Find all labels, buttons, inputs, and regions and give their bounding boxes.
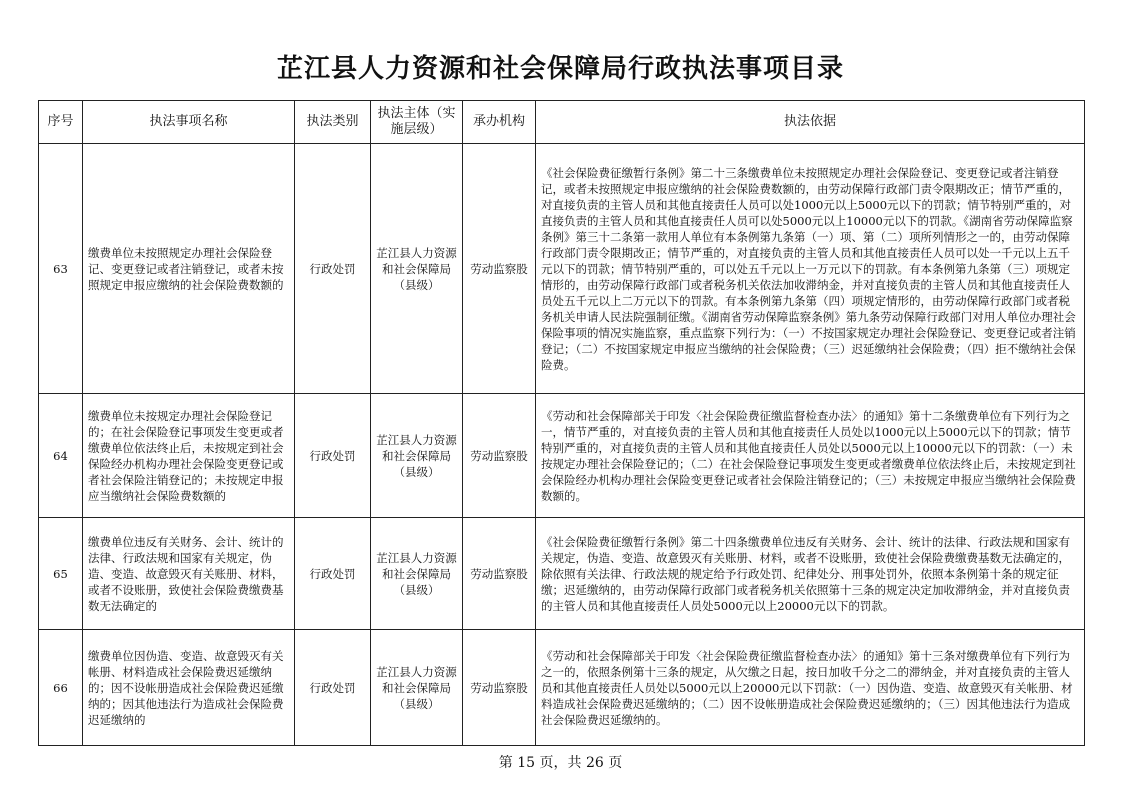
header-category: 执法类别 [295, 101, 371, 144]
row-no: 63 [39, 144, 83, 394]
row-category: 行政处罚 [295, 144, 371, 394]
row-category: 行政处罚 [295, 630, 371, 746]
row-no: 64 [39, 394, 83, 518]
header-subject: 执法主体（实施层级） [371, 101, 463, 144]
header-name: 执法事项名称 [83, 101, 295, 144]
header-agency: 承办机构 [463, 101, 536, 144]
table-row [39, 630, 1085, 746]
row-agency: 劳动监察股 [463, 144, 536, 394]
table-header-row [39, 101, 1085, 144]
row-name: 缴费单位未按规定办理社会保险登记的；在社会保险登记事项发生变更或者缴费单位依法终止后，未按规定到社会保险经办机构办理社会保险变更登记或者社会保险注销登记的；未按规定申报应当缴纳社会保险费数额的 [83, 394, 295, 518]
row-basis: 《社会保险费征缴暂行条例》第二十三条缴费单位未按照规定办理社会保险登记、变更登记或者注销登记，或者未按照规定申报应缴纳的社会保险费数额的，由劳动保障行政部门责令限期改正；情节严重的，对直接负责的主管人员和其他直接责任人员可以处1000元以上5000元以下的罚款；情节特别严重的，对直接负责的主管人员和其他直接责任人员可以处5000元以上10000元以下的罚款。《湖南省劳动保障监察条例》第三十二条第一款用人单位有本条例第九条第（一）项、第（二）项所列情形之一的，由劳动保障行政部门责令限期改正；情节严重的，对直接负责的主管人员和其他直接责任人员可以处一千元以上五千元以下的罚款；情节特别严重的，可以处五千元以上一万元以下的罚款。有本条例第九条第（三）项规定情形的，由劳动保障行政部门或者税务机关依法加收滞纳金，并对直接负责的主管人员和其他直接责任人员处五千元以上二万元以下的罚款。有本条例第九条第（四）项规定情形的，由劳动保障行政部门或者税务机关申请人民法院强制征缴。《湖南省劳动保障监察条例》第九条劳动保障行政部门对用人单位办理社会保险事项的情况实施监察，重点监察下列行为：（一）不按国家规定办理社会保险登记、变更登记或者注销登记；（二）不按国家规定申报应当缴纳的社会保险费；（三）迟延缴纳社会保险费；（四）拒不缴纳社会保险费。 [536, 144, 1085, 394]
row-category: 行政处罚 [295, 518, 371, 630]
row-no: 66 [39, 630, 83, 746]
row-subject: 芷江县人力资源和社会保障局（县级） [371, 394, 463, 518]
row-basis: 《社会保险费征缴暂行条例》第二十四条缴费单位违反有关财务、会计、统计的法律、行政法规和国家有关规定，伪造、变造、故意毁灭有关账册、材料，或者不设账册，致使社会保险费缴费基数无法确定的，除依照有关法律、行政法规的规定给予行政处罚、纪律处分、刑事处罚外，依照本条例第十条的规定征缴；迟延缴纳的，由劳动保障行政部门或者税务机关依照第十三条的规定决定加收滞纳金，并对直接负责的主管人员和其他直接责任人员处5000元以上20000元以下的罚款。 [536, 518, 1085, 630]
row-basis: 《劳动和社会保障部关于印发〈社会保险费征缴监督检查办法〉的通知》第十二条缴费单位有下列行为之一，情节严重的，对直接负责的主管人员和其他直接责任人员处以1000元以上5000元以下的罚款；情节特别严重的，对直接负责的主管人员和其他直接责任人员处以5000元以上10000元以下的罚款：（一）未按规定办理社会保险登记的；（二）在社会保险登记事项发生变更或者缴费单位依法终止后，未按规定到社会保险经办机构办理社会保险变更登记或者社会保险注销登记的；（三）未按规定申报应当缴纳社会保险费数额的。 [536, 394, 1085, 518]
row-category: 行政处罚 [295, 394, 371, 518]
row-basis: 《劳动和社会保障部关于印发〈社会保险费征缴监督检查办法〉的通知》第十三条对缴费单位有下列行为之一的，依照条例第十三条的规定，从欠缴之日起，按日加收千分之二的滞纳金，并对直接负责的主管人员和其他直接责任人员处以5000元以上20000元以下罚款：（一）因伪造、变造、故意毁灭有关帐册、材料造成社会保险费迟延缴纳的；（二）因不设帐册造成社会保险费迟延缴纳的；（三）因其他违法行为造成社会保险费迟延缴纳的。 [536, 630, 1085, 746]
row-name: 缴费单位未按照规定办理社会保险登记、变更登记或者注销登记，或者未按照规定申报应缴纳的社会保险费数额的 [83, 144, 295, 394]
enforcement-table [38, 100, 1085, 746]
table-row [39, 518, 1085, 630]
row-agency: 劳动监察股 [463, 394, 536, 518]
table-row [39, 144, 1085, 394]
page-footer [0, 752, 1121, 772]
row-no: 65 [39, 518, 83, 630]
row-subject: 芷江县人力资源和社会保障局（县级） [371, 144, 463, 394]
row-subject: 芷江县人力资源和社会保障局（县级） [371, 630, 463, 746]
header-no: 序号 [39, 101, 83, 144]
page-number-label: 第 15 页，共 26 页 [498, 755, 623, 771]
row-subject: 芷江县人力资源和社会保障局（县级） [371, 518, 463, 630]
row-name: 缴费单位违反有关财务、会计、统计的法律、行政法规和国家有关规定，伪造、变造、故意毁灭有关账册、材料，或者不设账册，致使社会保险费缴费基数无法确定的 [83, 518, 295, 630]
header-basis: 执法依据 [536, 101, 1085, 144]
row-name: 缴费单位因伪造、变造、故意毁灭有关帐册、材料造成社会保险费迟延缴纳的；因不设帐册造成社会保险费迟延缴纳的；因其他违法行为造成社会保险费迟延缴纳的 [83, 630, 295, 746]
row-agency: 劳动监察股 [463, 630, 536, 746]
table-row [39, 394, 1085, 518]
page-title: 芷江县人力资源和社会保障局行政执法事项目录 [276, 54, 844, 84]
row-agency: 劳动监察股 [463, 518, 536, 630]
